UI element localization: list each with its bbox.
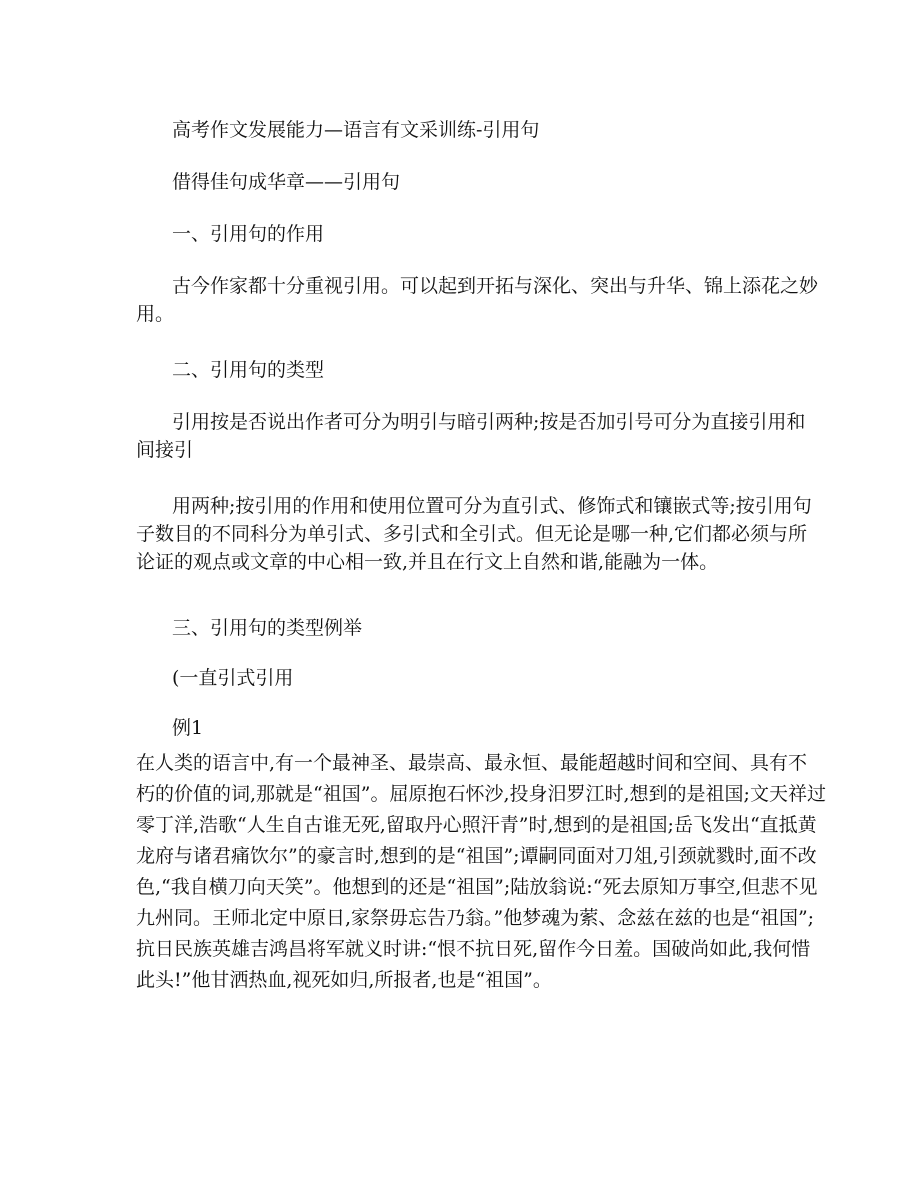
example-label: 例1: [172, 717, 204, 739]
example-paragraph: [136, 748, 826, 996]
section-heading-2: 二、引用句的类型: [172, 359, 325, 381]
document-subtitle: 借得佳句成华章——引用句: [172, 171, 401, 193]
example-line: 在人类的语言中,有一个最神圣、最崇高、最永恒、最能超越时间和空间、具有不: [136, 752, 808, 774]
example-line: 抗日民族英雄吉鸿昌将军就义时讲:“恨不抗日死,留作今日羞。国破尚如此,我何惜: [136, 938, 811, 960]
example-line: 朽的价值的词,那就是“祖国”。屈原抱石怀沙,投身汨罗江时,想到的是祖国;文天祥过: [136, 783, 826, 805]
paragraph-3: [136, 492, 812, 576]
example-line: 色,“我自横刀向天笑”。他想到的还是“祖国”;陆放翁说:“死去原知万事空,但悲不见: [136, 876, 818, 898]
paragraph-line: 论证的观点或文章的中心相一致,并且在行文上自然和谐,能融为一体。: [136, 551, 719, 573]
paragraph-1: [136, 272, 819, 328]
example-line: 此头!”他甘洒热血,视死如归,所报者,也是“祖国”。: [136, 969, 552, 991]
paragraph-2: [136, 408, 806, 464]
paragraph-line: 用。: [136, 303, 175, 325]
paragraph-line: 引用按是否说出作者可分为明引与暗引两种;按是否加引号可分为直接引用和: [172, 411, 806, 433]
example-line: 九州同。王师北定中原日,家祭毋忘告乃翁。”他梦魂为萦、念兹在兹的也是“祖国”;: [136, 907, 815, 929]
section-heading-1: 一、引用句的作用: [172, 223, 325, 245]
example-line: 零丁洋,浩歌“人生自古谁无死,留取丹心照汗青”时,想到的是祖国;岳飞发出“直抵黄: [136, 814, 817, 836]
paragraph-line: 古今作家都十分重视引用。可以起到开拓与深化、突出与升华、锦上添花之妙: [172, 275, 819, 297]
document-title: 高考作文发展能力—语言有文采训练-引用句: [172, 119, 540, 141]
paragraph-line: 间接引: [136, 439, 194, 461]
section-heading-3: 三、引用句的类型例举: [172, 617, 363, 639]
sub-heading: (一直引式引用: [172, 667, 294, 689]
example-line: 龙府与诸君痛饮尔”的豪言时,想到的是“祖国”;谭嗣同面对刀俎,引颈就戮时,面不改: [136, 845, 817, 867]
paragraph-line: 用两种;按引用的作用和使用位置可分为直引式、修饰式和镶嵌式等;按引用句: [172, 495, 812, 517]
paragraph-line: 子数目的不同科分为单引式、多引式和全引式。但无论是哪一种,它们都必须与所: [136, 523, 808, 545]
